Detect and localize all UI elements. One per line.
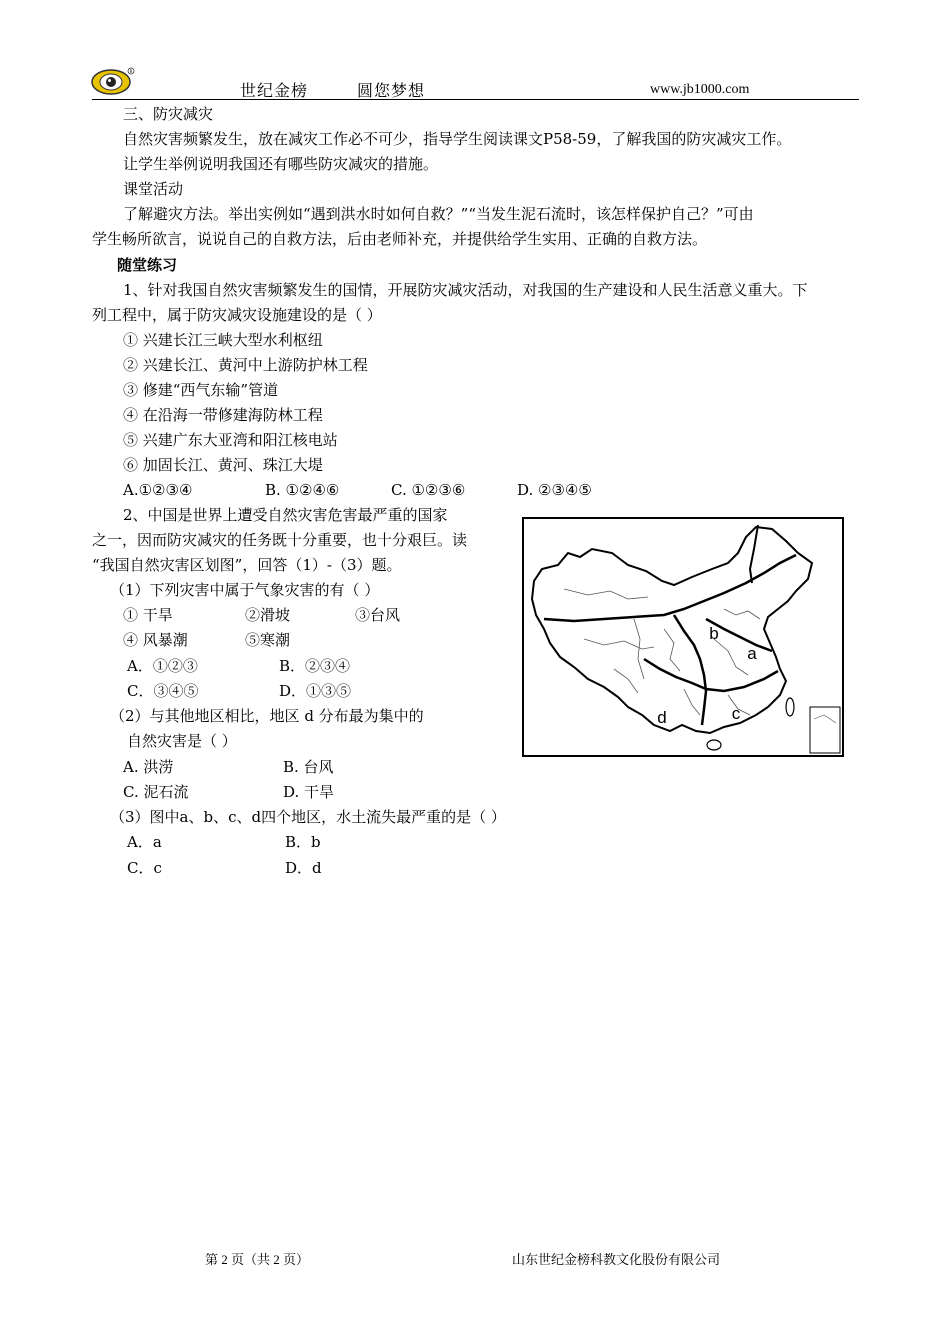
q2-sub3-option-d: D．d [285, 859, 322, 877]
q1-option-d: D. ②③④⑤ [517, 481, 592, 499]
q1-option-b: B. ①②④⑥ [265, 481, 340, 499]
paragraph-line: 自然灾害频繁发生，放在减灾工作必不可少，指导学生阅读课文P58-59，了解我国的防灾减灾工作。 [123, 130, 792, 148]
q2-sub1-choice: ① 干旱 [123, 606, 173, 624]
paragraph-line: 了解避灾方法。举出实例如“遇到洪水时如何自救？”“当发生泥石流时，该怎样保护自己？”可由 [123, 205, 754, 223]
header-rule [92, 99, 859, 100]
q2-sub1-choice: ③台风 [355, 606, 401, 624]
footer-page: 第 2 页（共 2 页） [205, 1252, 310, 1267]
q1-item: ⑥ 加固长江、黄河、珠江大堤 [123, 456, 323, 474]
q1-item: ③ 修建“西气东输”管道 [123, 381, 279, 399]
activity-heading: 课堂活动 [123, 180, 184, 198]
q2-sub1-option-b: B．②③④ [279, 657, 351, 675]
zone-boundary [544, 555, 796, 621]
question-1-line: 列工程中，属于防灾减灾设施建设的是（ ） [92, 306, 382, 324]
q1-item: ① 兴建长江三峡大型水利枢纽 [123, 331, 323, 349]
header-title-left: 世纪金榜 [240, 81, 309, 100]
paragraph-line: 让学生举例说明我国还有哪些防灾减灾的措施。 [123, 155, 439, 173]
header-url: www.jb1000.com [650, 82, 750, 97]
question-2-line: 2、中国是世界上遭受自然灾害危害最严重的国家 [123, 506, 448, 524]
hainan-island [707, 740, 721, 750]
map-label-b: b [709, 624, 719, 643]
q2-sub1-option-d: D．①③⑤ [279, 682, 352, 700]
q2-sub1-choice: ④ 风暴潮 [123, 631, 188, 649]
practice-heading: 随堂练习 [117, 256, 178, 274]
q2-sub2: 自然灾害是（ ） [127, 732, 237, 750]
q2-sub1-option-c: C．③④⑤ [127, 682, 199, 700]
zone-boundary [750, 525, 758, 583]
province-lines [564, 589, 760, 715]
q2-sub2: （2）与其他地区相比，地区 d 分布最为集中的 [110, 707, 424, 725]
q2-sub3-option-b: B．b [285, 833, 321, 851]
map-label-a: a [747, 644, 757, 663]
q1-item: ⑤ 兴建广东大亚湾和阳江核电站 [123, 431, 338, 449]
svg-text:R: R [129, 69, 133, 74]
zone-boundary [644, 659, 778, 691]
q2-sub1-option-a: A．①②③ [127, 657, 198, 675]
header-title-right: 圆您梦想 [357, 81, 426, 100]
q2-sub1-choice: ②滑坡 [245, 606, 291, 624]
q2-sub2-option-d: D. 干旱 [283, 783, 335, 801]
q2-sub3-option-a: A．a [127, 833, 162, 851]
q1-option-c: C. ①②③⑥ [391, 481, 466, 499]
q2-sub2-option-a: A. 洪涝 [123, 758, 174, 776]
disaster-zoning-map [522, 517, 844, 757]
question-2-line: “我国自然灾害区划图”，回答（1）-（3）题。 [92, 556, 402, 574]
map-label-c: c [731, 704, 741, 723]
q2-sub2-option-b: B. 台风 [283, 758, 334, 776]
q1-option-a: A.①②③④ [123, 481, 193, 499]
china-outline [532, 527, 812, 733]
q2-sub3-option-c: C．c [127, 859, 162, 877]
map-label-d: d [657, 708, 667, 727]
section-heading: 三、防灾减灾 [123, 105, 214, 123]
taiwan-island [786, 698, 794, 716]
q2-sub2-option-c: C. 泥石流 [123, 783, 189, 801]
q2-sub1-choice: ⑤寒潮 [245, 631, 291, 649]
question-2-line: 之一，因而防灾减灾的任务既十分重要，也十分艰巨。读 [92, 531, 468, 549]
logo [90, 66, 136, 96]
south-china-sea-inset [810, 707, 840, 753]
q2-sub1: （1）下列灾害中属于气象灾害的有（ ） [110, 581, 380, 599]
q2-sub3: （3）图中a、b、c、d四个地区，水土流失最严重的是（ ） [110, 808, 506, 826]
q1-item: ② 兴建长江、黄河中上游防护林工程 [123, 356, 368, 374]
q1-item: ④ 在沿海一带修建海防林工程 [123, 406, 323, 424]
question-1-line: 1、针对我国自然灾害频繁发生的国情，开展防灾减灾活动，对我国的生产建设和人民生活意义重大。下 [123, 281, 808, 299]
paragraph-line: 学生畅所欲言，说说自己的自救方法，后由老师补充，并提供给学生实用、正确的自救方法。 [92, 230, 708, 248]
footer-company: 山东世纪金榜科教文化股份有限公司 [512, 1252, 721, 1267]
